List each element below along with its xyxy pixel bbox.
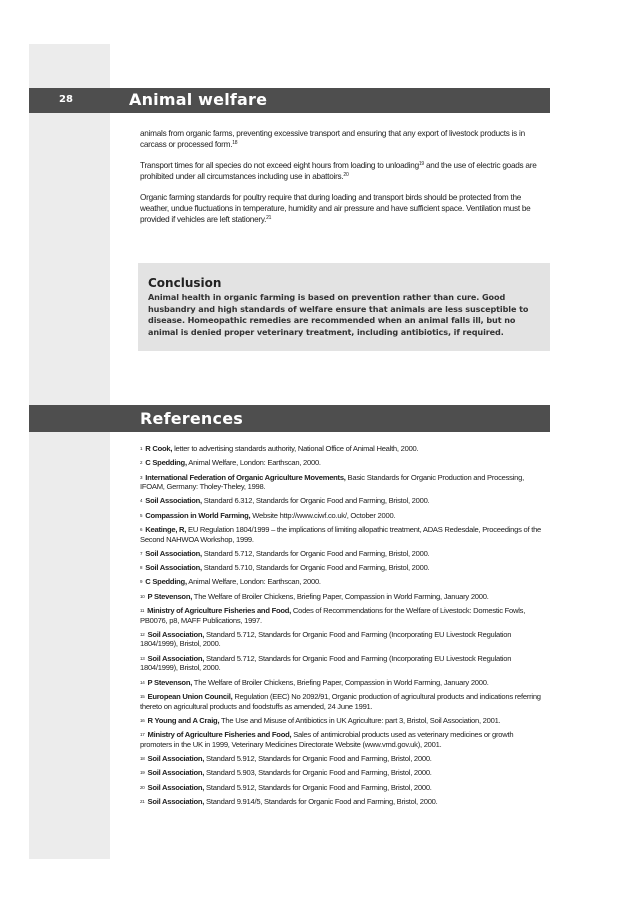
reference-item	[140, 473, 545, 492]
section-title: Animal welfare	[129, 90, 268, 109]
reference-author: Ministry of Agriculture Fisheries and Food,	[147, 730, 292, 740]
reference-number: 10	[140, 593, 145, 599]
reference-author: International Federation of Organic Agriculture Movements,	[145, 472, 346, 482]
paragraph: Transport times for all species do not exceed eight hours from loading to unloading$^{19}$ and the use of electric goads are prohibited under all circumstances including use in abattoirs.$^{20}$	[140, 161, 537, 181]
reference-text: Standard 5.712, Standards for Organic Food and Farming (Incorporating EU Livestock Regulation 1804/1999), Bristol, 2000.	[140, 653, 512, 673]
reference-number: 18	[140, 755, 145, 761]
reference-number: 14	[140, 679, 145, 685]
reference-item	[140, 496, 545, 506]
reference-author: Compassion in World Farming,	[145, 510, 251, 520]
reference-author: Soil Association,	[147, 653, 205, 663]
references-list	[140, 444, 545, 811]
reference-text: Standard 9.914/5, Standards for Organic Food and Farming, Bristol, 2000.	[204, 796, 438, 806]
reference-text: letter to advertising standards authority, National Office of Animal Health, 2000.	[172, 444, 419, 453]
reference-text: Animal Welfare, London: Earthscan, 2000.	[186, 577, 321, 587]
reference-text: Standard 5.712, Standards for Organic Food and Farming (Incorporating EU Livestock Regulation 1804/1999), Bristol, 2000.	[140, 629, 512, 649]
reference-author: Soil Association,	[147, 768, 205, 778]
reference-item	[140, 563, 545, 573]
reference-item	[140, 458, 545, 468]
reference-text: Sales of antimicrobial products used as veterinary medicines or growth promoters in the UK in 1999, Veterinary Medicines Directorate Website (www.vmd.gov.uk), 2001.	[140, 730, 514, 749]
reference-number: 17	[140, 732, 145, 738]
conclusion-text: Animal health in organic farming is based on prevention rather than cure. Good husbandry and high standards of welfare ensure that animals are less susceptible to disease. Homeopathic remedies are recommended when an animal falls ill, but no animal is denied proper veterinary treatment, including antibiotics, if required.	[148, 292, 529, 337]
reference-item	[140, 549, 545, 559]
reference-author: Soil Association,	[147, 753, 205, 763]
reference-author: Soil Association,	[145, 496, 202, 506]
reference-author: P Stevenson,	[147, 591, 193, 601]
reference-author: Keatinge, R,	[145, 525, 187, 534]
reference-number: 9	[140, 579, 143, 585]
reference-number: 16	[140, 717, 145, 723]
reference-number: 6	[140, 527, 143, 532]
section-header-bar	[29, 88, 550, 113]
reference-author: Soil Association,	[147, 782, 205, 792]
reference-text: Standard 5.712, Standards for Organic Food and Farming, Bristol, 2000.	[201, 548, 430, 558]
reference-item	[140, 444, 545, 454]
reference-item	[140, 630, 545, 649]
reference-number: 20	[140, 784, 145, 790]
reference-author: Soil Association,	[147, 796, 205, 806]
reference-number: 15	[140, 693, 145, 699]
conclusion-box	[138, 263, 550, 351]
reference-item	[140, 730, 545, 749]
reference-item	[140, 577, 545, 587]
reference-author: C Spedding,	[145, 458, 187, 468]
body-text	[140, 128, 545, 235]
reference-item	[140, 768, 545, 778]
reference-author: R Cook,	[145, 444, 173, 453]
reference-text: Website http://www.ciwf.co.uk/, October 2000.	[250, 510, 396, 520]
reference-text: Animal Welfare, London: Earthscan, 2000.	[186, 458, 321, 468]
references-header-bar	[29, 405, 550, 432]
reference-item	[140, 716, 545, 726]
reference-number: 7	[140, 550, 143, 556]
reference-text: Standard 5.903, Standards for Organic Food and Farming, Bristol, 2000.	[204, 768, 432, 778]
page-number: 28	[59, 94, 73, 105]
reference-text: Basic Standards for Organic Production and Processing, IFOAM, Germany: Tholey-Theley, 1998.	[140, 472, 524, 492]
reference-author: Soil Association,	[145, 563, 202, 573]
reference-item	[140, 525, 545, 544]
reference-author: P Stevenson,	[147, 677, 193, 687]
reference-item	[140, 678, 545, 688]
reference-author: C Spedding,	[145, 577, 187, 587]
reference-number: 3	[140, 474, 143, 480]
page-sidebar	[29, 44, 110, 859]
reference-item	[140, 797, 545, 807]
reference-item	[140, 754, 545, 764]
reference-text: Regulation (EEC) No 2092/91, Organic production of agricultural products and indications referring thereto on agricultural products and foodstuffs as amended, 24 June 1991.	[140, 691, 541, 711]
reference-number: 1	[140, 446, 143, 451]
reference-number: 21	[140, 798, 145, 804]
reference-item	[140, 592, 545, 602]
reference-author: Ministry of Agriculture Fisheries and Food,	[147, 606, 291, 615]
references-heading: References	[140, 409, 243, 428]
reference-text: Standard 5.710, Standards for Organic Food and Farming, Bristol, 2000.	[201, 563, 430, 573]
reference-number: 11	[140, 608, 145, 613]
reference-number: 2	[140, 460, 143, 466]
conclusion-heading: Conclusion	[148, 276, 222, 290]
reference-text: Standard 6.312, Standards for Organic Food and Farming, Bristol, 2000.	[201, 496, 430, 506]
reference-text: Standard 5.912, Standards for Organic Food and Farming, Bristol, 2000.	[204, 782, 432, 792]
reference-number: 19	[140, 770, 145, 776]
reference-text: EU Regulation 1804/1999 – the implications of limiting allopathic treatment, ADAS Redesdale, Proceedings of the Second NAHWOA Workshop, 1999.	[140, 525, 542, 544]
reference-item	[140, 783, 545, 793]
paragraph: animals from organic farms, preventing excessive transport and ensuring that any export of livestock products is in carcass or processed form.$^{18}$	[140, 129, 525, 149]
reference-item	[140, 606, 545, 625]
reference-number: 4	[140, 498, 143, 504]
reference-item	[140, 511, 545, 521]
reference-text: The Welfare of Broiler Chickens, Briefing Paper, Compassion in World Farming, January 2000.	[192, 591, 489, 601]
reference-number: 12	[140, 631, 145, 637]
reference-author: European Union Council,	[147, 691, 233, 701]
reference-item	[140, 654, 545, 673]
reference-author: R Young and A Craig,	[147, 715, 220, 725]
reference-number: 5	[140, 512, 143, 518]
reference-author: Soil Association,	[145, 548, 202, 558]
reference-text: Codes of Recommendations for the Welfare of Livestock: Domestic Fowls, PB0076, p8, MAFF Publications, 1997.	[140, 606, 526, 625]
reference-number: 13	[140, 655, 145, 661]
reference-text: The Use and Misuse of Antibiotics in UK Agriculture: part 3, Bristol, Soil Association, 2001.	[219, 715, 501, 725]
reference-item	[140, 692, 545, 711]
reference-author: Soil Association,	[147, 629, 205, 639]
reference-text: Standard 5.912, Standards for Organic Food and Farming, Bristol, 2000.	[204, 753, 432, 763]
reference-text: The Welfare of Broiler Chickens, Briefing Paper, Compassion in World Farming, January 2000.	[192, 677, 489, 687]
paragraph: Organic farming standards for poultry require that during loading and transport birds should be protected from the weather, undue fluctuations in temperature, humidity and air pressure and have sufficient space. Ventilation must be provided if vehicles are left stationery.$^{21}$	[140, 193, 531, 224]
reference-number: 8	[140, 565, 143, 571]
